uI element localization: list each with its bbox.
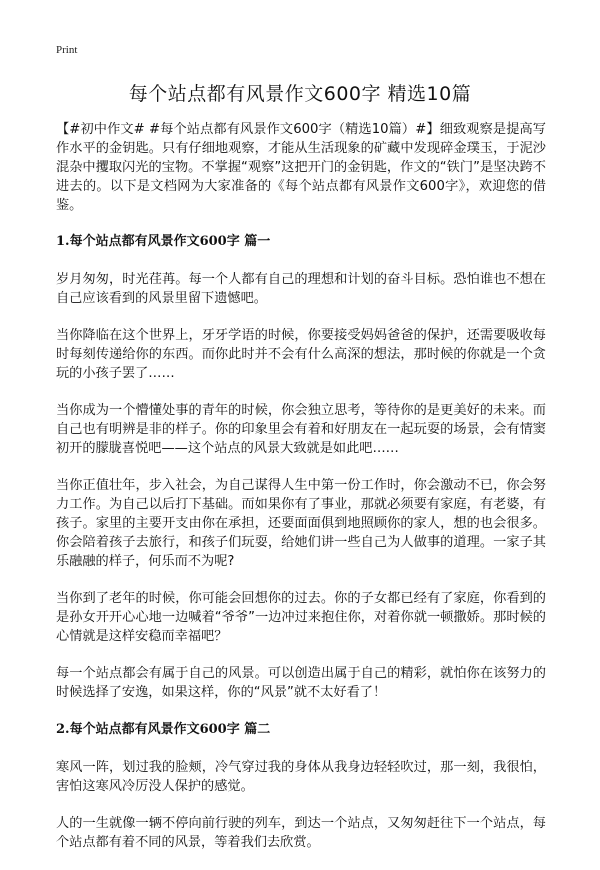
section-1-paragraph: 当你正值壮年，步入社会，为自己谋得人生中第一份工作时，你会激动不已，你会努力工作。为自己以后打下基础。而如果你有了事业，那就必须要有家庭，有老婆，有孩子。家里的主要开支由你在承担，还要面面俱到地照顾你的家人，想的也会很多。你会陪着孩子去旅行，和孩子们玩耍，给她们讲一些自己为人做事的道理。一家子其乐融融的样子，何乐而不为呢? [56,478,546,569]
intro-paragraph: 【#初中作文# #每个站点都有风景作文600字（精选10篇）#】细致观察是提高写作水平的金钥匙。只有仔细地观察，才能从生活现象的矿藏中发现碎金璞玉，于泥沙混杂中攫取闪光的宝物。不掌握“观察”这把开门的金钥匙，作文的“铁门”是坚决跨不进去的。以下是文档网为大家准备的《每个站点都有风景作文600字》，欢迎您的借鉴。 [56,122,546,213]
page-title: 每个站点都有风景作文600字 精选10篇 [128,83,472,105]
section-1-paragraph: 岁月匆匆，时光荏苒。每一个人都有自己的理想和计划的奋斗目标。恐怕谁也不想在自己应该看到的风景里留下遗憾吧。 [56,272,546,306]
section-2-paragraph: 寒风一阵，划过我的脸颊，冷气穿过我的身体从我身边轻轻吹过，那一刻，我很怕，害怕这寒风冷厉没人保护的感觉。 [56,760,546,794]
section-1-paragraph: 当你成为一个懵懂处事的青年的时候，你会独立思考，等待你的是更美好的未来。而自己也有明辨是非的样子。你的印象里会有着和好朋友在一起玩耍的场景，会有情窦初开的朦胧喜悦吧——这个站点的风景大致就是如此吧…… [56,403,546,456]
section-1-paragraph: 当你到了老年的时候，你可能会回想你的过去。你的子女都已经有了家庭，你看到的是孙女开开心心地一边喊着“爷爷”一边冲过来抱住你，对着你就一顿撒娇。那时候的心情就是这样安稳而幸福吧？ [56,591,546,644]
print-link[interactable]: Print [56,44,78,56]
article-body [56,120,546,870]
section-2-paragraph: 人的一生就像一辆不停向前行驶的列车，到达一个站点，又匆匆赶往下一个站点，每个站点都有着不同的风景，等着我们去欣赏。 [56,816,546,850]
section-heading-1: 1.每个站点都有风景作文600字 篇一 [56,234,271,249]
section-1-paragraph: 每一个站点都会有属于自己的风景。可以创造出属于自己的精彩，就怕你在该努力的时候选择了安逸，如果这样，你的“风景”就不太好看了！ [56,666,546,700]
section-1-paragraph: 当你降临在这个世界上，牙牙学语的时候，你要接受妈妈爸爸的保护，还需要吸收每时每刻传递给你的东西。而你此时并不会有什么高深的想法，那时候的你就是一个贪玩的小孩子罢了…… [56,328,546,381]
section-heading-2: 2.每个站点都有风景作文600字 篇二 [56,722,271,737]
